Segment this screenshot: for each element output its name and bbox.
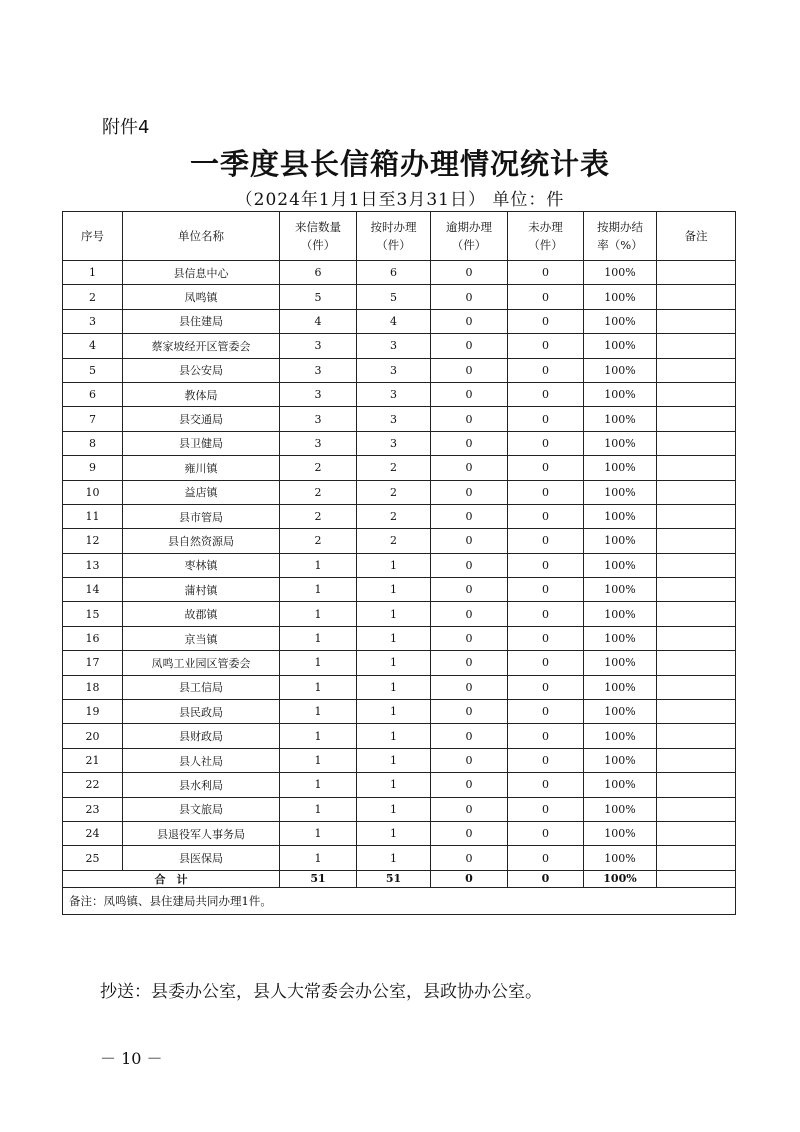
table-cell: 100% <box>584 602 657 626</box>
table-cell: 县文旅局 <box>123 797 280 821</box>
table-cell: 0 <box>508 748 584 772</box>
table-cell: 3 <box>280 358 357 382</box>
table-cell: 0 <box>508 480 584 504</box>
table-cell: 0 <box>431 529 508 553</box>
table-cell: 23 <box>63 797 123 821</box>
table-cell: 5 <box>280 285 357 309</box>
table-cell: 0 <box>508 846 584 870</box>
table-cell <box>657 285 736 309</box>
table-cell: 100% <box>584 407 657 431</box>
table-cell: 县财政局 <box>123 724 280 748</box>
table-cell: 0 <box>508 626 584 650</box>
table-row <box>63 651 736 675</box>
table-cell: 1 <box>357 700 431 724</box>
table-body <box>63 261 736 871</box>
table-cell: 21 <box>63 748 123 772</box>
table-cell: 0 <box>508 285 584 309</box>
table-cell: 17 <box>63 651 123 675</box>
table-cell: 1 <box>280 626 357 650</box>
table-cell: 2 <box>357 480 431 504</box>
table-cell: 15 <box>63 602 123 626</box>
table-cell: 4 <box>357 309 431 333</box>
table-cell: 1 <box>357 773 431 797</box>
table-cell: 2 <box>280 529 357 553</box>
table-cell: 3 <box>280 431 357 455</box>
table-cell: 0 <box>431 382 508 406</box>
table-cell: 0 <box>431 846 508 870</box>
table-cell: 3 <box>357 334 431 358</box>
table-row <box>63 407 736 431</box>
table-cell <box>657 480 736 504</box>
table-row <box>63 456 736 480</box>
table-cell: 0 <box>431 480 508 504</box>
column-header <box>508 212 584 261</box>
table-cell: 0 <box>431 456 508 480</box>
table-cell: 100% <box>584 821 657 845</box>
table-cell: 1 <box>280 578 357 602</box>
table-cell: 100% <box>584 651 657 675</box>
column-header-line: （件） <box>376 238 411 252</box>
table-cell <box>657 504 736 528</box>
table-cell <box>657 626 736 650</box>
table-row <box>63 309 736 333</box>
table-cell: 3 <box>357 358 431 382</box>
table-cell <box>657 724 736 748</box>
table-cell: 100% <box>584 504 657 528</box>
table-cell <box>657 748 736 772</box>
table-cell: 12 <box>63 529 123 553</box>
total-cell: 0 <box>431 870 508 887</box>
table-cell: 5 <box>63 358 123 382</box>
column-header-line: 单位名称 <box>178 229 224 243</box>
table-row <box>63 334 736 358</box>
table-cell: 蔡家坡经开区管委会 <box>123 334 280 358</box>
table-cell: 枣林镇 <box>123 553 280 577</box>
column-header <box>280 212 357 261</box>
table-header-row <box>63 212 736 261</box>
table-cell: 县人社局 <box>123 748 280 772</box>
table-cell: 100% <box>584 261 657 285</box>
table-cell: 蒲村镇 <box>123 578 280 602</box>
table-cell: 1 <box>280 700 357 724</box>
table-cell <box>657 675 736 699</box>
table-cell: 县退役军人事务局 <box>123 821 280 845</box>
table-cell: 20 <box>63 724 123 748</box>
table-cell: 1 <box>357 724 431 748</box>
table-cell: 0 <box>508 724 584 748</box>
table-cell: 1 <box>280 821 357 845</box>
table-cell: 1 <box>280 651 357 675</box>
table-cell: 2 <box>357 456 431 480</box>
table-cell: 0 <box>431 724 508 748</box>
page-subtitle: （2024年1月1日至3月31日） 单位：件 <box>235 190 565 210</box>
table-row <box>63 504 736 528</box>
table-cell: 1 <box>357 553 431 577</box>
table-cell: 100% <box>584 456 657 480</box>
table-cell: 0 <box>431 748 508 772</box>
table-row <box>63 382 736 406</box>
table-cell: 县自然资源局 <box>123 529 280 553</box>
table-row <box>63 773 736 797</box>
table-cell: 0 <box>508 456 584 480</box>
column-header-line: 未办理 <box>528 220 563 234</box>
table-cell: 100% <box>584 846 657 870</box>
table-cell: 100% <box>584 773 657 797</box>
table-cell: 0 <box>431 261 508 285</box>
table-cell <box>657 700 736 724</box>
total-cell: 51 <box>280 870 357 887</box>
table-cell: 24 <box>63 821 123 845</box>
table-cell: 0 <box>431 407 508 431</box>
table-cell: 6 <box>63 382 123 406</box>
table-cell: 1 <box>280 675 357 699</box>
table-cell: 1 <box>280 724 357 748</box>
table-row <box>63 724 736 748</box>
table-cell <box>657 553 736 577</box>
table-cell: 1 <box>357 748 431 772</box>
table-note: 备注：凤鸣镇、县住建局共同办理1件。 <box>63 887 736 914</box>
total-row <box>63 870 736 887</box>
table-cell: 100% <box>584 529 657 553</box>
table-cell: 0 <box>508 334 584 358</box>
table-cell: 0 <box>508 529 584 553</box>
table-row <box>63 578 736 602</box>
table-cell: 2 <box>357 504 431 528</box>
table-cell: 益店镇 <box>123 480 280 504</box>
table-cell: 0 <box>431 821 508 845</box>
table-cell: 故郡镇 <box>123 602 280 626</box>
table-cell: 0 <box>508 504 584 528</box>
table-cell: 4 <box>280 309 357 333</box>
table-row <box>63 821 736 845</box>
table-cell: 雍川镇 <box>123 456 280 480</box>
table-row <box>63 675 736 699</box>
table-cell <box>657 309 736 333</box>
table-cell: 1 <box>280 748 357 772</box>
table-row <box>63 626 736 650</box>
table-cell: 100% <box>584 626 657 650</box>
column-header-line: 序号 <box>81 229 104 243</box>
table-cell: 0 <box>431 773 508 797</box>
table-cell: 0 <box>508 797 584 821</box>
table-cell: 3 <box>280 382 357 406</box>
table-row <box>63 602 736 626</box>
table-row <box>63 285 736 309</box>
table-cell: 0 <box>431 578 508 602</box>
page-title: 一季度县长信箱办理情况统计表 <box>189 147 610 181</box>
table-cell <box>657 431 736 455</box>
table-cell: 100% <box>584 675 657 699</box>
column-header-line: 按时办理 <box>370 220 417 234</box>
table-cell: 1 <box>357 675 431 699</box>
table-cell: 3 <box>357 431 431 455</box>
table-cell: 3 <box>357 382 431 406</box>
table-cell: 100% <box>584 382 657 406</box>
table-cell: 0 <box>508 700 584 724</box>
table-cell <box>657 358 736 382</box>
table-cell: 2 <box>280 480 357 504</box>
column-header <box>123 212 280 261</box>
table-cell: 2 <box>280 504 357 528</box>
table-cell: 100% <box>584 309 657 333</box>
table-cell: 县住建局 <box>123 309 280 333</box>
total-remark-cell <box>657 870 736 887</box>
table-cell: 0 <box>508 602 584 626</box>
table-cell: 0 <box>431 309 508 333</box>
table-cell: 100% <box>584 797 657 821</box>
table-cell <box>657 529 736 553</box>
table-cell: 0 <box>508 309 584 333</box>
table-cell: 100% <box>584 334 657 358</box>
table-row <box>63 700 736 724</box>
page-number: － 10 － <box>100 1049 163 1068</box>
table-cell: 0 <box>508 407 584 431</box>
column-header <box>357 212 431 261</box>
table-cell: 6 <box>357 261 431 285</box>
table-cell: 0 <box>508 821 584 845</box>
table-cell: 1 <box>63 261 123 285</box>
attachment-label: 附件4 <box>102 117 150 138</box>
table-cell: 100% <box>584 358 657 382</box>
table-cell: 14 <box>63 578 123 602</box>
table-cell: 4 <box>63 334 123 358</box>
total-cell: 0 <box>508 870 584 887</box>
table-cell: 13 <box>63 553 123 577</box>
table-cell: 凤鸣镇 <box>123 285 280 309</box>
table-cell: 0 <box>508 261 584 285</box>
table-cell: 凤鸣工业园区管委会 <box>123 651 280 675</box>
table-row <box>63 358 736 382</box>
table-cell <box>657 407 736 431</box>
table-cell: 0 <box>508 651 584 675</box>
table-cell: 5 <box>357 285 431 309</box>
column-header-line: （件） <box>528 238 563 252</box>
table-cell: 3 <box>63 309 123 333</box>
table-row <box>63 846 736 870</box>
column-header-line: （件） <box>300 238 336 252</box>
table-cell: 0 <box>431 504 508 528</box>
table-cell: 2 <box>357 529 431 553</box>
table-cell <box>657 334 736 358</box>
table-cell <box>657 821 736 845</box>
column-header <box>431 212 508 261</box>
table-cell: 0 <box>431 700 508 724</box>
table-row <box>63 797 736 821</box>
table-row <box>63 261 736 285</box>
table-cell: 0 <box>508 358 584 382</box>
table-cell: 县民政局 <box>123 700 280 724</box>
total-label: 合 计 <box>63 870 280 887</box>
table-cell <box>657 578 736 602</box>
table-cell: 教体局 <box>123 382 280 406</box>
note-row <box>63 887 736 914</box>
table-cell: 25 <box>63 846 123 870</box>
table-cell: 0 <box>508 431 584 455</box>
table-cell: 0 <box>508 773 584 797</box>
table-cell: 6 <box>280 261 357 285</box>
table-cell: 0 <box>508 675 584 699</box>
table-cell: 0 <box>431 675 508 699</box>
table-cell: 11 <box>63 504 123 528</box>
table-row <box>63 431 736 455</box>
table-cell: 100% <box>584 578 657 602</box>
table-cell <box>657 846 736 870</box>
table-cell: 2 <box>63 285 123 309</box>
table-cell: 县市管局 <box>123 504 280 528</box>
table-cell: 18 <box>63 675 123 699</box>
table-cell: 100% <box>584 431 657 455</box>
column-header <box>657 212 736 261</box>
table-cell: 1 <box>280 846 357 870</box>
table-row <box>63 748 736 772</box>
table-cell: 县卫健局 <box>123 431 280 455</box>
table-cell: 0 <box>431 358 508 382</box>
table-cell <box>657 602 736 626</box>
column-header-line: 备注 <box>684 229 708 243</box>
table-cell: 2 <box>280 456 357 480</box>
table-cell: 16 <box>63 626 123 650</box>
column-header-line: 逾期办理 <box>446 220 492 234</box>
column-header-line: 来信数量 <box>295 220 341 234</box>
table-cell: 县医保局 <box>123 846 280 870</box>
table-cell: 1 <box>357 821 431 845</box>
table-cell: 100% <box>584 724 657 748</box>
table-cell: 1 <box>357 797 431 821</box>
table-cell <box>657 773 736 797</box>
table-cell: 3 <box>280 407 357 431</box>
table-cell: 0 <box>431 602 508 626</box>
table-cell: 0 <box>508 553 584 577</box>
table-row <box>63 480 736 504</box>
table-cell: 9 <box>63 456 123 480</box>
column-header-line: 率（%） <box>597 238 643 252</box>
column-header-line: 按期办结 <box>597 220 643 234</box>
table-cell: 7 <box>63 407 123 431</box>
table-cell: 3 <box>280 334 357 358</box>
table-cell: 100% <box>584 480 657 504</box>
table-cell: 1 <box>357 626 431 650</box>
table-cell: 县水利局 <box>123 773 280 797</box>
table-cell: 0 <box>431 285 508 309</box>
table-cell: 0 <box>508 578 584 602</box>
table-cell: 京当镇 <box>123 626 280 650</box>
table-cell: 1 <box>280 773 357 797</box>
table-cell: 100% <box>584 553 657 577</box>
table-cell: 100% <box>584 700 657 724</box>
table-cell: 8 <box>63 431 123 455</box>
table-row <box>63 529 736 553</box>
table-cell: 1 <box>357 846 431 870</box>
table-cell: 县公安局 <box>123 358 280 382</box>
table-cell: 0 <box>431 797 508 821</box>
table-cell: 1 <box>357 602 431 626</box>
cc-line: 抄送：县委办公室，县人大常委会办公室，县政协办公室。 <box>100 982 542 1002</box>
table-cell: 县信息中心 <box>123 261 280 285</box>
column-header-line: （件） <box>451 238 487 252</box>
table-cell <box>657 382 736 406</box>
total-cell: 100% <box>584 870 657 887</box>
table-cell: 0 <box>431 651 508 675</box>
table-cell <box>657 651 736 675</box>
table-cell: 0 <box>431 334 508 358</box>
table-cell: 0 <box>431 553 508 577</box>
table-cell: 0 <box>431 431 508 455</box>
table-cell: 19 <box>63 700 123 724</box>
total-cell: 51 <box>357 870 431 887</box>
table-cell: 1 <box>357 578 431 602</box>
table-cell: 1 <box>280 553 357 577</box>
table-cell <box>657 797 736 821</box>
table-cell: 10 <box>63 480 123 504</box>
table-cell: 22 <box>63 773 123 797</box>
table-cell: 100% <box>584 748 657 772</box>
table-cell: 1 <box>357 651 431 675</box>
table-cell: 3 <box>357 407 431 431</box>
table-cell: 0 <box>508 382 584 406</box>
table-cell: 1 <box>280 797 357 821</box>
statistics-table <box>62 211 736 915</box>
table-row <box>63 553 736 577</box>
table-cell: 县交通局 <box>123 407 280 431</box>
column-header <box>63 212 123 261</box>
column-header <box>584 212 657 261</box>
table-cell <box>657 456 736 480</box>
table-cell <box>657 261 736 285</box>
table-cell: 县工信局 <box>123 675 280 699</box>
table-cell: 0 <box>431 626 508 650</box>
table-cell: 100% <box>584 285 657 309</box>
table-cell: 1 <box>280 602 357 626</box>
